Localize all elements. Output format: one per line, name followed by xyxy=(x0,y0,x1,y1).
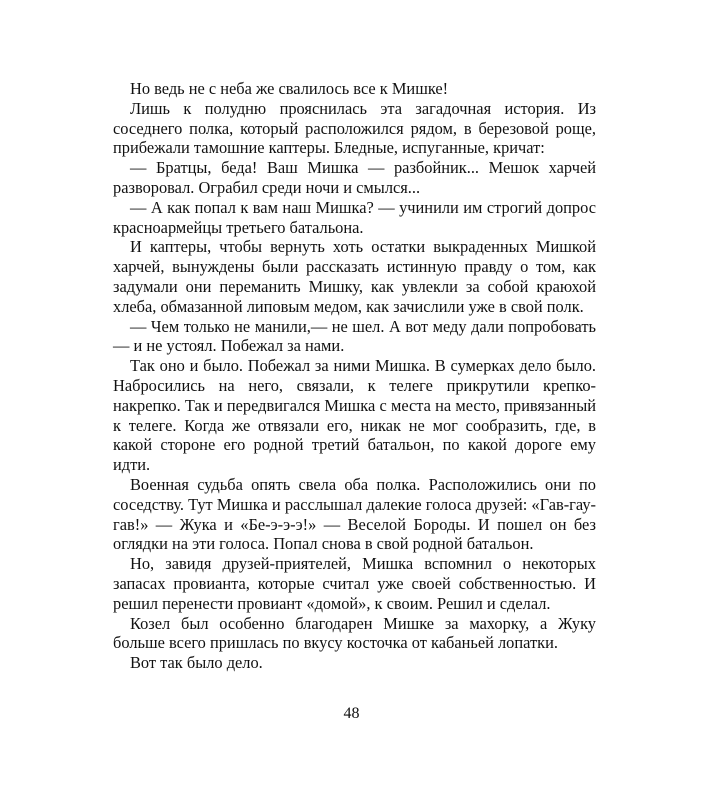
paragraph: Но ведь не с неба же свалилось все к Мишке! xyxy=(130,79,449,98)
paragraph: — А как попал к вам наш Мишка? — учинили им строгий допрос красноармейцы третьего батальона. xyxy=(113,197,596,237)
paragraph: Но, завидя друзей-приятелей, Мишка вспомнил о некоторых запасах провианта, которые считал уже своей собственностью. И решил перенести провиант «домой», к своим. Решил и сделал. xyxy=(113,554,596,613)
paragraph: — Братцы, беда! Ваш Мишка — разбойник... Мешок харчей разворовал. Ограбил среди ночи и смылся... xyxy=(113,158,596,197)
paragraph: И каптеры, чтобы вернуть хоть остатки выкраденных Мишкой харчей, вынуждены были рассказать истинную правду о том, как задумали они переманить Мишку, как увлекли за собой краюхой хлеба, обмазанной липовым медом, как зачислили уже в свой полк. xyxy=(113,237,596,316)
paragraph: Военная судьба опять свела оба полка. Расположились они по соседству. Тут Мишка и расслышал далекие голоса друзей: «Гав-гау-гав!» — Жука и «Бе-э-э-э!» — Веселой Бороды. И пошел он без оглядки на эти голоса. Попал снова в свой родной батальон. xyxy=(113,474,596,554)
paragraph: Вот так было дело. xyxy=(130,653,263,673)
body-text xyxy=(113,79,596,673)
paragraph: Так оно и было. Побежал за ними Мишка. В сумерках дело было. Набросились на него, связали, к телеге прикрутили крепко-накрепко. Так и передвигался Мишка с места на место, привязанный к телеге. Когда же отвязали его, никак не мог сообразить, где, в какой стороне его родной третий батальон, по какой дороге ему идти. xyxy=(113,356,596,475)
paragraph: Лишь к полудню прояснилась эта загадочная история. Из соседнего полка, который расположился рядом, в березовой роще, прибежали тамошние каптеры. Бледные, испуганные, кричат: xyxy=(113,98,596,158)
paragraph: Козел был особенно благодарен Мишке за махорку, а Жуку больше всего пришлась по вкусу косточка от кабаньей лопатки. xyxy=(113,613,596,653)
paragraph: — Чем только не манили,— не шел. А вот меду дали попробовать — и не устоял. Побежал за нами. xyxy=(113,316,596,356)
page-number: 48 xyxy=(343,705,360,722)
